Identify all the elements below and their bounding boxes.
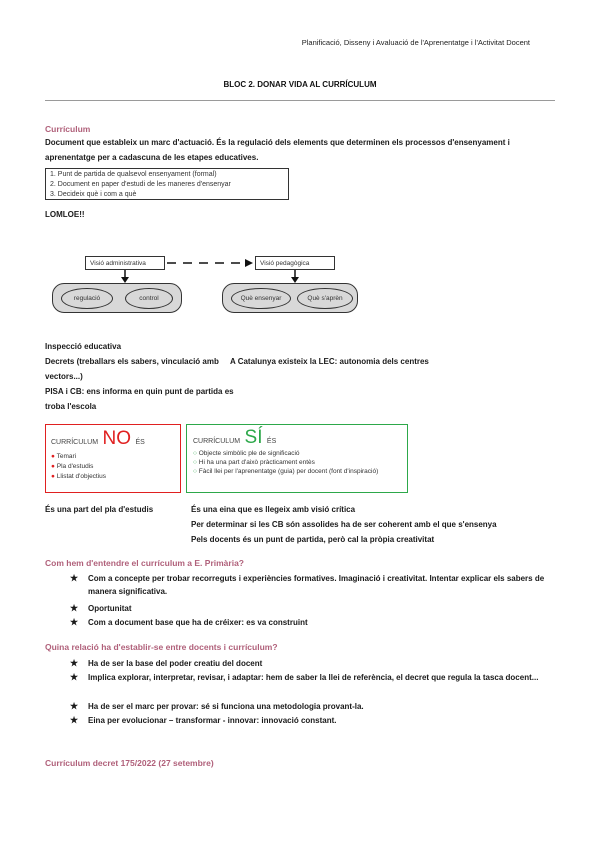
no-suffix: ÉS: [135, 439, 145, 446]
q2-item: ★ Implica explorar, interpretar, revisar, i adaptar: hem de saber la llei de referència, el decret que regula la tasca docent...: [70, 672, 539, 682]
curriculum-box: [45, 168, 289, 200]
q2-item: ★ Ha de ser el marc per provar: sé si funciona una metodologia provant-la.: [70, 701, 364, 711]
no-prefix: CURRÍCULUM: [51, 439, 99, 446]
bullet-icon: ○: [193, 459, 197, 466]
star-icon: ★: [70, 715, 79, 725]
q1-heading: Com hem d'entendre el currículum a E. Primària?: [45, 558, 244, 568]
arrow-head-icon: [245, 259, 253, 267]
under-si-line: És una eina que es llegeix amb visió crítica: [191, 505, 356, 514]
pedagogic-vision-panel: [222, 283, 358, 313]
curriculum-heading: Currículum: [45, 124, 91, 134]
bullet-icon: ○: [193, 450, 197, 457]
under-si-line: Per determinar si les CB són assolides ha de ser coherent amb el que s'ensenya: [191, 520, 497, 529]
star-icon: ★: [70, 701, 79, 711]
note-item: Decrets (treballars els sabers, vinculació amb vectors...): [45, 357, 219, 381]
note-item: PISA i CB: ens informa en quin punt de partida es troba l'escola: [45, 387, 234, 411]
left-notes: [45, 339, 240, 414]
box-line: 1. Punt de partida de qualsevol ensenyament (formal): [50, 171, 217, 178]
bloc-title: BLOC 2. DONAR VIDA AL CURRÍCULUM: [223, 80, 377, 89]
regulacio-oval: regulació: [61, 288, 113, 309]
q1-item: ★ Com a concepte per trobar recorreguts i experiències formatives. Imaginació i creativitat. Intentar explicar els sabers de manera significativa.: [70, 573, 545, 596]
list-item: ● Llistat d'objectius: [51, 473, 107, 480]
lomloe-note: LOMLOE!!: [45, 210, 85, 219]
no-items: [51, 452, 106, 482]
pedagogic-vision-label: Visió pedagògica: [255, 256, 335, 270]
list-item: ● Temari: [51, 453, 77, 460]
note-item: Inspecció educativa: [45, 342, 122, 351]
divider: [45, 100, 555, 101]
diagram-arrows: [45, 255, 345, 285]
admin-vision-panel: [52, 283, 182, 313]
curriculum-definition: Document que estableix un marc d'actuació. És la regulació dels elements que determinen els processos d'ensenyament i aprenentatge per a cadascuna de les etapes educatives.: [45, 138, 510, 162]
box-line: 2. Document en paper d'estudi de les maneres d'ensenyar: [50, 181, 231, 188]
list-item: ○ Fàcil llei per l'aprenentatge (guia) per docent (font d'inspiració): [193, 468, 379, 475]
si-box-title: [193, 427, 276, 449]
star-icon: ★: [70, 603, 79, 613]
q2-item: ★ Eina per evolucionar – transformar - innovar: innovació constant.: [70, 715, 337, 725]
star-icon: ★: [70, 672, 79, 682]
curriculum-si-box: [186, 424, 408, 493]
bullet-icon: ●: [51, 463, 55, 470]
si-prefix: CURRÍCULUM: [193, 438, 241, 445]
no-big: NO: [102, 428, 132, 449]
si-suffix: ÉS: [266, 438, 277, 445]
que-ensenyar-oval: Què ensenyar: [231, 288, 291, 309]
list-item: ○ Objecte simbòlic ple de significació: [193, 450, 300, 457]
under-si-text: [191, 502, 551, 547]
si-big: SÍ: [244, 427, 263, 448]
final-heading: Currículum decret 175/2022 (27 setembre): [45, 758, 214, 768]
q1-item: ★ Oportunitat: [70, 603, 132, 613]
box-line: 3. Decideix què i com a què: [50, 191, 137, 198]
star-icon: ★: [70, 573, 79, 583]
star-icon: ★: [70, 658, 79, 668]
bullet-icon: ●: [51, 453, 55, 460]
que-apren-oval: Què s'aprèn: [297, 288, 353, 309]
control-oval: control: [125, 288, 173, 309]
bullet-icon: ○: [193, 468, 197, 475]
q2-heading: Quina relació ha d'establir-se entre docents i currículum?: [45, 642, 278, 652]
under-no-text: És una part del pla d'estudis: [45, 505, 154, 514]
no-box-title: [51, 428, 145, 450]
right-note: A Catalunya existeix la LEC: autonomia dels centres: [230, 357, 429, 366]
q1-item: ★ Com a document base que ha de créixer: es va construint: [70, 617, 308, 627]
curriculum-no-box: [45, 424, 181, 493]
q2-item: ★ Ha de ser la base del poder creatiu del docent: [70, 658, 263, 668]
list-item: ● Pla d'estudis: [51, 463, 94, 470]
si-items: [193, 449, 401, 476]
under-si-line: Pels docents és un punt de partida, però cal la pròpia creativitat: [191, 535, 435, 544]
list-item: ○ Hi ha una part d'això pràcticament entès: [193, 459, 315, 466]
bullet-icon: ●: [51, 473, 55, 480]
running-header: Planificació, Disseny i Avaluació de l'Aprenentatge i l'Activitat Docent: [301, 38, 530, 47]
admin-vision-label: Visió administrativa: [85, 256, 165, 270]
star-icon: ★: [70, 617, 79, 627]
